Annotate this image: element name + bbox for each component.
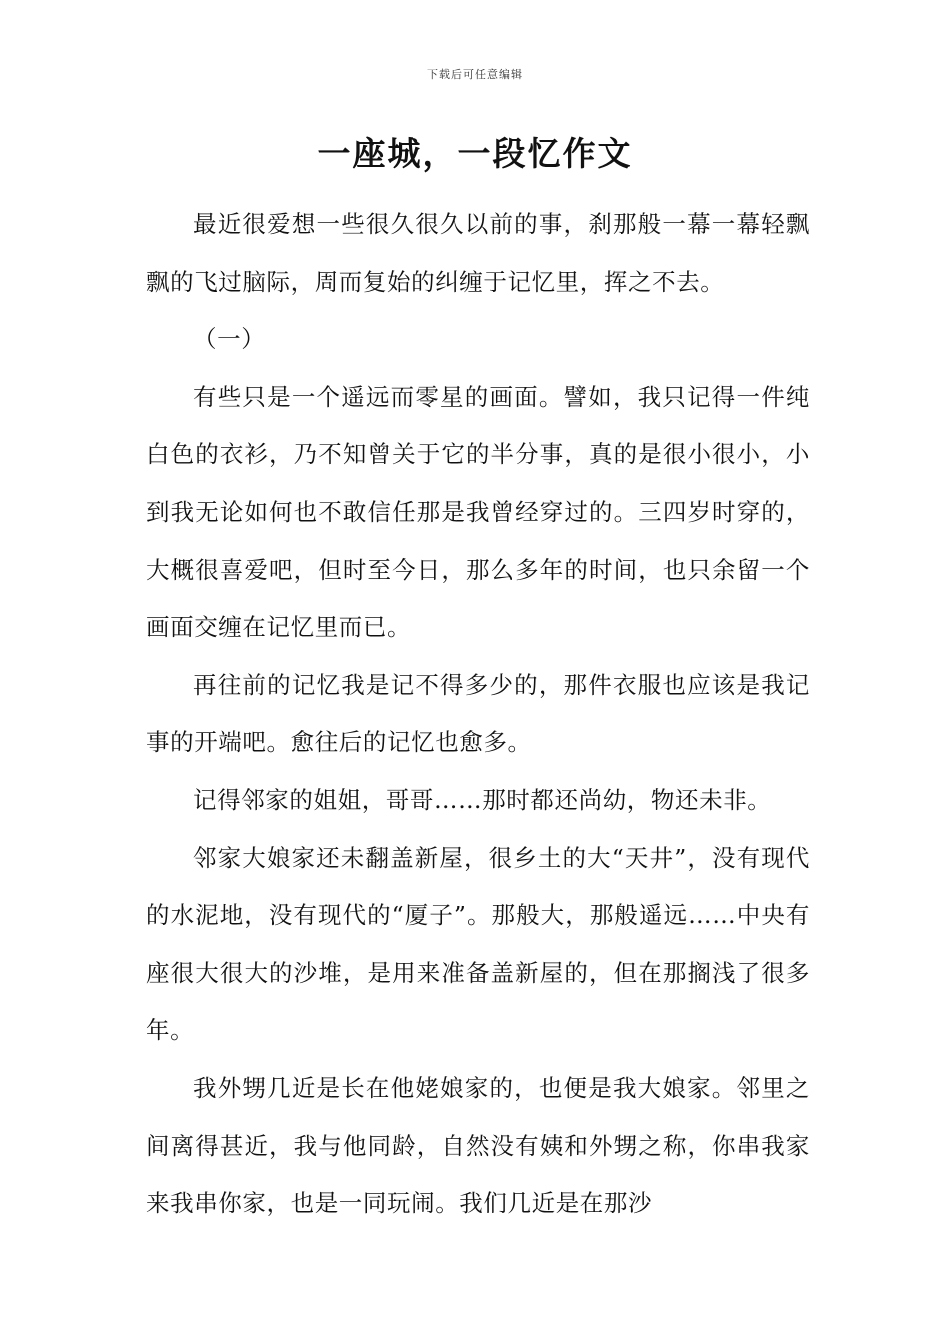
- paragraph: 有些只是一个遥远而零星的画面。譬如，我只记得一件纯白色的衣衫，乃不知曾关于它的半分事，真的是很小很小，小到我无论如何也不敢信任那是我曾经穿过的。三四岁时穿的，大概很喜爱吧，但时至今日，那么多年的时间，也只余留一个画面交缠在记忆里而已。: [146, 382, 810, 642]
- paragraph: 记得邻家的姐姐，哥哥……那时都还尚幼，物还未非。: [193, 785, 772, 814]
- document-body: [146, 196, 810, 1233]
- document-title: 一座城，一段忆作文: [317, 134, 633, 173]
- paragraph: 邻家大娘家还未翻盖新屋，很乡土的大“天井”，没有现代的水泥地，没有现代的“厦子”。那般大，那般遥远……中央有座很大很大的沙堆，是用来准备盖新屋的，但在那搁浅了很多年。: [146, 843, 810, 1045]
- page-header-note: 下载后可任意编辑: [427, 68, 523, 81]
- section-heading: （一）: [193, 325, 266, 354]
- paragraph: 再往前的记忆我是记不得多少的，那件衣服也应该是我记事的开端吧。愈往后的记忆也愈多。: [146, 670, 810, 757]
- paragraph: 最近很爱想一些很久很久以前的事，刹那般一幕一幕轻飘飘的飞过脑际，周而复始的纠缠于记忆里，挥之不去。: [146, 210, 810, 296]
- paragraph: 我外甥几近是长在他姥娘家的，也便是我大娘家。邻里之间离得甚近，我与他同龄，自然没有姨和外甥之称，你串我家来我串你家，也是一同玩闹。我们几近是在那沙: [146, 1073, 810, 1218]
